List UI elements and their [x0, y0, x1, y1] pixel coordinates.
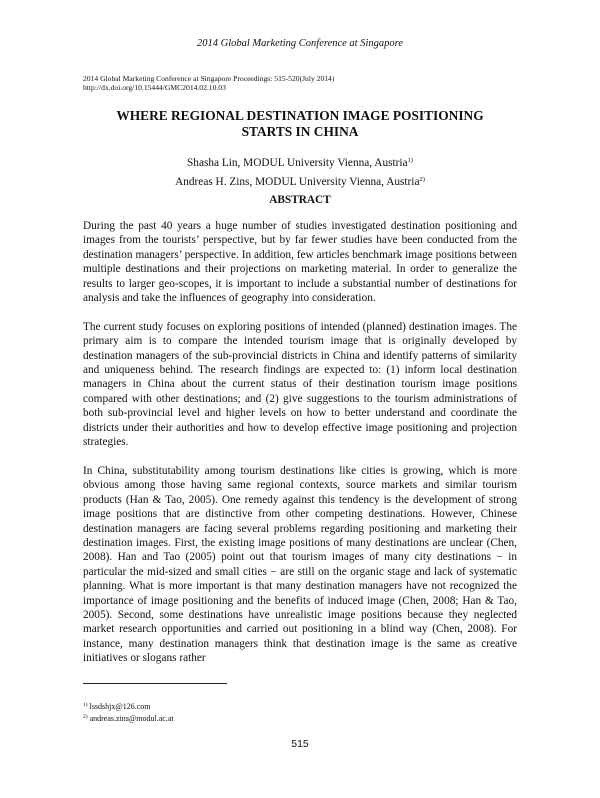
footnote-1-email[interactable]: lssdshjx@126.com — [89, 702, 151, 711]
footnote-2-mark: 2) — [83, 714, 88, 720]
proceedings-info — [83, 74, 334, 92]
title-line-1: WHERE REGIONAL DESTINATION IMAGE POSITIONING — [116, 108, 484, 123]
abstract-heading: ABSTRACT — [269, 194, 331, 206]
page-number: 515 — [291, 738, 309, 750]
paper-title — [60, 108, 540, 140]
author-1-affiliation: Shasha Lin, MODUL University Vienna, Austria — [187, 157, 408, 169]
author-2-footnote-mark: 2) — [419, 175, 425, 183]
author-1-footnote-mark: 1) — [407, 157, 413, 164]
paragraph-2: The current study focuses on exploring positions of intended (planned) destination images. The primary aim is to compare the intended tourism image that is originally developed by destination managers of the sub-provincial districts in China and identify patterns of similarity and uniqueness behind. The research findings are expected to: (1) inform local destination managers in China about the current status of their destination tourism image positions compared with other destinations; and (2) give suggestions to the tourism administrations of both sub-provincial level and higher levels on how to better understand and coordinate the districts under their authorities and how to develop effective image positioning and projection strategies. — [83, 320, 517, 449]
title-line-2: STARTS IN CHINA — [241, 124, 359, 139]
doi-link[interactable]: http://dx.doi.org/10.15444/GMC2014.02.10.03 — [83, 83, 226, 92]
abstract-body — [83, 219, 517, 680]
footnote-1-mark: 1) — [83, 702, 88, 708]
paragraph-1: During the past 40 years a huge number of studies investigated destination positioning and images from the tourists’ perspective, but by far fewer studies have been conducted from the destination managers’ perspective. In addition, few articles benchmark image positions between multiple destinations and their projections on marketing material. In order to generalize the results to larger geo-scopes, it is important to include a substantial number of destinations for analysis and take the influences of geography into consideration. — [83, 220, 517, 305]
footnote-1 — [83, 700, 174, 712]
author-1 — [60, 153, 540, 172]
footnote-2-email[interactable]: andreas.zins@modul.ac.at — [89, 714, 174, 723]
author-2-affiliation: Andreas H. Zins, MODUL University Vienna, Austria — [175, 175, 420, 188]
proceedings-citation: 2014 Global Marketing Conference at Singapore Proceedings: 515-520(July 2014) — [83, 74, 335, 83]
footnotes — [83, 700, 174, 724]
author-list — [60, 153, 540, 190]
footnote-2 — [83, 712, 174, 724]
running-header: 2014 Global Marketing Conference at Singapore — [197, 38, 403, 49]
author-2 — [60, 172, 540, 191]
footnote-divider — [83, 683, 227, 684]
paragraph-3: In China, substitutability among tourism destinations like cities is growing, which is more obvious among those having same regional contexts, source markets and similar tourism products (Han & Tao, 2005). One remedy against this tendency is the development of strong image positions that are distinctive from other competing destinations. However, Chinese destination managers are facing several problems regarding positioning and marketing their destination images. First, the existing image positions of many destinations are unclear (Chen, 2008). Han and Tao (2005) point out that tourism images of many city destinations − in particular the mid-sized and small cities − are still on the organic stage and lack of systematic planning. What is more important is that many destination managers have not recognized the importance of image positioning and the benefits of induced image (Chen, 2008; Han & Tao, 2005). Second, some destinations have unrealistic image positions because they neglected market research opportunities and carried out positioning in a blind way (Chen, 2008). For instance, many destination managers think that destination image is the same as creative initiatives or slogans rather — [83, 464, 517, 665]
